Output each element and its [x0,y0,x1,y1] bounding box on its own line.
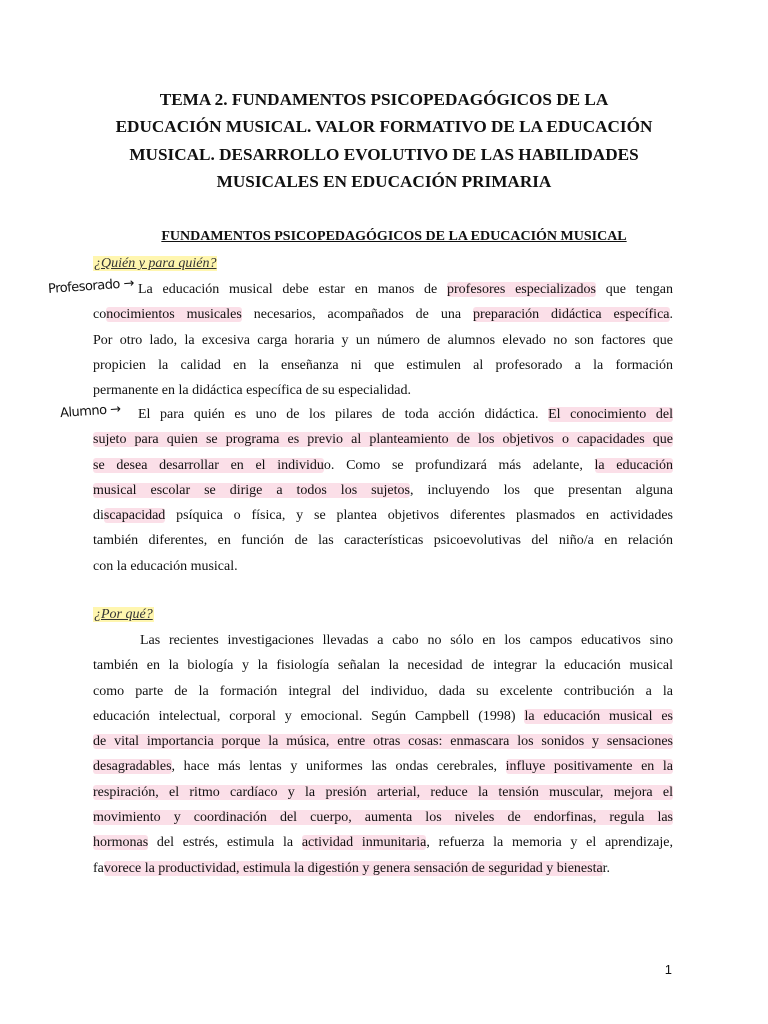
highlighted-text: desagradables [93,759,172,775]
page-number: 1 [664,962,672,977]
paragraph-line [93,679,673,704]
title-line: MUSICALES EN EDUCACIÓN PRIMARIA [216,172,552,192]
paragraph-line [93,503,673,528]
text-run: es, [481,759,506,775]
paragraph-why [93,628,673,881]
paragraph-line [93,427,673,452]
highlighted-text: hormonas [93,835,149,851]
text-run: co [93,307,107,323]
text-run: que tengan [595,282,674,297]
highlighted-text: sujeto para quien se programa es previo al planteamiento de los objetivos o capacidades que [93,432,673,448]
highlighted-text: la educación musical es [524,708,673,724]
text-run: , refuerza la memoria y el aprendizaje, [426,835,673,851]
text-run: , incluyendo los que presentan alguna [409,482,673,498]
highlighted-text: influye positivamente en la [505,759,673,775]
document-title [80,86,688,196]
highlighted-text: El conocimiento del [548,407,673,422]
highlighted-text: respiración, el ritmo cardíaco y la presión arterial, reduce la tensión muscular, mejora el [93,784,673,800]
highlighted-text: preparación didáctica específica [473,307,670,323]
paragraph-line [93,754,673,779]
paragraph-line [93,402,673,427]
question-who-for-whom: ¿Quién y para quién? [94,256,217,271]
paragraph-line [93,302,673,327]
highlighted-text: se desea desarrollar en el individu [93,457,324,473]
highlighted-text: de vital importancia porque la música, entre otras cosas: enmascara los sonidos y sensaciones [93,734,673,750]
paragraph-line [93,704,673,729]
paragraph-line [93,729,673,754]
highlighted-text: vorece la productividad, estimula la digestión y genera sensación de seguridad y bienesta [103,860,603,876]
highlighted-text: la educación [594,457,674,473]
text-run: fa [93,860,104,876]
highlighted-text: actividad inmunitaria [301,835,427,851]
question-why: ¿Por qué? [94,607,153,622]
paragraph-line [93,277,673,302]
handwritten-note-alumno: Alumno → [59,401,122,422]
text-run: . [669,307,673,323]
paragraph-teachers [93,277,673,403]
title-line: MUSICAL. DESARROLLO EVOLUTIVO DE LAS HABILIDADES [129,144,639,164]
paragraph-line [93,378,673,403]
paragraph-line [93,628,673,653]
text-run: como parte de la formación integral del individuo, dada su excelente contribución a la [93,683,673,699]
text-run: El para quién es uno de los pilares de toda acción didáctica. [138,407,549,422]
highlighted-text: profesores especializados [447,282,596,297]
text-run: también diferentes, en función de las características psicoevolutivas del niño/a en relación [93,533,673,549]
handwritten-note-profesorado: Profesorado → [47,276,135,297]
paragraph-line [93,328,673,353]
paragraph-line [93,453,673,478]
text-run: di [93,508,104,524]
paragraph-line [93,353,673,378]
question-heading [93,256,217,272]
text-run: Las recientes investigaciones llevadas a cabo no sólo en los campos educativos sino [140,633,673,648]
paragraph-line [93,830,673,855]
paragraph-line [93,780,673,805]
text-run: del estrés, estimula la [148,835,302,851]
text-run: permanente en la didáctica específica de su especialidad. [93,383,411,399]
text-run: Por otro lado, la excesiva carga horaria y un número de alumnos elevado no son factores que [93,332,673,348]
paragraph-line [93,554,673,579]
text-run: La educación musical debe estar en manos de [138,282,448,297]
text-run: propicien la calidad en la enseñanza ni que estimulen al profesorado a la formación [93,357,673,373]
text-run: educación intelectual, corporal y emocional. Según Campbell (1998) [93,708,525,724]
highlighted-text: movimiento y coordinación del cuerpo, aumenta los niveles de endorfinas, regula las [93,810,673,826]
paragraph-line [93,805,673,830]
highlighted-text: nocimientos musicales [106,307,242,323]
paragraph-line [93,478,673,503]
highlighted-text: musical escolar se dirige a todos los sujetos [93,482,410,498]
paragraph-line [93,528,673,553]
section-heading: FUNDAMENTOS PSICOPEDAGÓGICOS DE LA EDUCACIÓN MUSICAL [161,229,627,244]
title-line: TEMA 2. FUNDAMENTOS PSICOPEDAGÓGICOS DE LA [159,90,609,109]
text-run: necesarios, acompañados de una [241,307,474,323]
text-run: con la educación musical. [93,558,238,574]
paragraph-line [93,856,673,881]
highlighted-text: scapacidad [103,508,166,524]
paragraph-line [93,653,673,678]
text-run: psíquica o física, y se plantea objetivos diferentes plasmados en actividades [165,508,673,524]
text-run: , hace más lentas y uniformes las ondas cerebral [171,759,482,775]
title-line: EDUCACIÓN MUSICAL. VALOR FORMATIVO DE LA EDUCACIÓN [115,117,653,137]
paragraph-students [93,402,673,579]
text-run: o. Como se profundizará más adelante, [323,457,595,473]
question-heading [93,607,154,623]
text-run: también en la biología y la fisiología señalan la necesidad de integrar la educación musical [93,658,673,674]
text-run: r. [602,860,611,876]
